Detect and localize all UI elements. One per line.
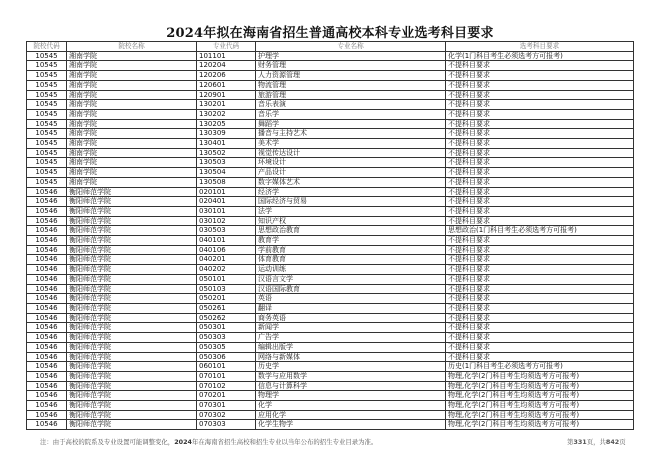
cell-school-name: 衡阳师范学院 — [67, 206, 197, 216]
cell-subject-requirement: 物理,化学(2门科目考生均须选考方可报考) — [446, 381, 634, 391]
cell-subject-requirement: 不提科目要求 — [446, 352, 634, 362]
cell-school-name: 湘南学院 — [67, 158, 197, 168]
cell-school-name: 湘南学院 — [67, 148, 197, 158]
cell-school-name: 衡阳师范学院 — [67, 303, 197, 313]
cell-major-name: 音乐学 — [256, 109, 446, 119]
table-row — [27, 284, 634, 294]
cell-school-name: 衡阳师范学院 — [67, 265, 197, 275]
cell-subject-requirement: 不提科目要求 — [446, 168, 634, 178]
table-row — [27, 187, 634, 197]
page-prefix: 第 — [567, 438, 574, 446]
cell-subject-requirement: 不提科目要求 — [446, 216, 634, 226]
cell-school-name: 衡阳师范学院 — [67, 342, 197, 352]
table-row — [27, 333, 634, 343]
cell-major-code: 020401 — [197, 197, 256, 207]
table-row — [27, 391, 634, 401]
cell-school-code: 10546 — [27, 255, 67, 265]
cell-school-code: 10545 — [27, 129, 67, 139]
table-row — [27, 148, 634, 158]
cell-school-code: 10545 — [27, 61, 67, 71]
cell-major-name: 学前教育 — [256, 245, 446, 255]
cell-major-code: 040202 — [197, 265, 256, 275]
cell-major-code: 050201 — [197, 294, 256, 304]
cell-school-code: 10545 — [27, 100, 67, 110]
cell-subject-requirement: 物理,化学(2门科目考生均须选考方可报考) — [446, 401, 634, 411]
cell-subject-requirement: 不提科目要求 — [446, 342, 634, 352]
cell-school-name: 衡阳师范学院 — [67, 352, 197, 362]
table-row — [27, 245, 634, 255]
cell-school-name: 湘南学院 — [67, 109, 197, 119]
cell-major-code: 120204 — [197, 61, 256, 71]
header-school-name: 院校名称 — [67, 42, 197, 52]
table-row — [27, 129, 634, 139]
cell-school-code: 10546 — [27, 313, 67, 323]
table-row — [27, 236, 634, 246]
cell-major-code: 130502 — [197, 148, 256, 158]
cell-major-code: 030101 — [197, 206, 256, 216]
cell-major-code: 120901 — [197, 90, 256, 100]
cell-subject-requirement: 不提科目要求 — [446, 236, 634, 246]
cell-school-code: 10546 — [27, 410, 67, 420]
cell-major-name: 经济学 — [256, 187, 446, 197]
cell-school-name: 湘南学院 — [67, 119, 197, 129]
cell-major-code: 130201 — [197, 100, 256, 110]
cell-school-name: 湘南学院 — [67, 90, 197, 100]
cell-school-name: 衡阳师范学院 — [67, 274, 197, 284]
cell-major-name: 旅游管理 — [256, 90, 446, 100]
cell-major-name: 商务英语 — [256, 313, 446, 323]
cell-school-code: 10546 — [27, 371, 67, 381]
cell-major-code: 120206 — [197, 71, 256, 81]
cell-school-name: 湘南学院 — [67, 168, 197, 178]
cell-major-code: 130401 — [197, 139, 256, 149]
cell-major-name: 新闻学 — [256, 323, 446, 333]
cell-school-name: 湘南学院 — [67, 80, 197, 90]
cell-major-name: 汉语国际教育 — [256, 284, 446, 294]
cell-school-code: 10546 — [27, 401, 67, 411]
header-major-name: 专业名称 — [256, 42, 446, 52]
cell-major-name: 物流管理 — [256, 80, 446, 90]
table-row — [27, 80, 634, 90]
table-row — [27, 420, 634, 430]
cell-major-code: 050305 — [197, 342, 256, 352]
cell-school-code: 10546 — [27, 294, 67, 304]
table-row — [27, 265, 634, 275]
cell-subject-requirement: 不提科目要求 — [446, 90, 634, 100]
cell-school-name: 衡阳师范学院 — [67, 197, 197, 207]
table-row — [27, 362, 634, 372]
cell-subject-requirement: 不提科目要求 — [446, 177, 634, 187]
cell-subject-requirement: 不提科目要求 — [446, 100, 634, 110]
cell-major-name: 产品设计 — [256, 168, 446, 178]
cell-subject-requirement: 不提科目要求 — [446, 148, 634, 158]
cell-subject-requirement: 不提科目要求 — [446, 71, 634, 81]
cell-school-name: 湘南学院 — [67, 129, 197, 139]
page-current: 331 — [573, 438, 587, 446]
cell-major-name: 英语 — [256, 294, 446, 304]
table-row — [27, 51, 634, 61]
cell-school-code: 10546 — [27, 226, 67, 236]
cell-subject-requirement: 不提科目要求 — [446, 206, 634, 216]
cell-subject-requirement: 不提科目要求 — [446, 61, 634, 71]
cell-major-name: 舞蹈学 — [256, 119, 446, 129]
cell-major-code: 040201 — [197, 255, 256, 265]
cell-subject-requirement: 历史(1门科目考生必须选考方可报考) — [446, 362, 634, 372]
cell-school-name: 湘南学院 — [67, 139, 197, 149]
cell-subject-requirement: 不提科目要求 — [446, 80, 634, 90]
table-row — [27, 168, 634, 178]
cell-major-name: 音乐表演 — [256, 100, 446, 110]
cell-school-code: 10545 — [27, 90, 67, 100]
cell-school-code: 10545 — [27, 71, 67, 81]
cell-school-code: 10546 — [27, 381, 67, 391]
cell-major-name: 人力资源管理 — [256, 71, 446, 81]
cell-subject-requirement: 不提科目要求 — [446, 119, 634, 129]
table-row — [27, 381, 634, 391]
cell-school-code: 10546 — [27, 352, 67, 362]
cell-subject-requirement: 不提科目要求 — [446, 265, 634, 275]
cell-major-code: 040101 — [197, 236, 256, 246]
cell-major-name: 视觉传达设计 — [256, 148, 446, 158]
cell-major-code: 130309 — [197, 129, 256, 139]
cell-school-code: 10545 — [27, 51, 67, 61]
cell-school-code: 10546 — [27, 333, 67, 343]
cell-subject-requirement: 不提科目要求 — [446, 139, 634, 149]
table-row — [27, 216, 634, 226]
footnote-prefix: 注：由于高校的院系及专业设置可能调整变化， — [40, 438, 175, 446]
cell-major-code: 030102 — [197, 216, 256, 226]
page-mid: 页，共 — [586, 438, 606, 446]
cell-major-name: 历史学 — [256, 362, 446, 372]
cell-major-name: 广告学 — [256, 333, 446, 343]
cell-major-name: 美术学 — [256, 139, 446, 149]
cell-school-name: 衡阳师范学院 — [67, 323, 197, 333]
table-row — [27, 206, 634, 216]
cell-school-name: 衡阳师范学院 — [67, 313, 197, 323]
cell-school-code: 10546 — [27, 420, 67, 430]
cell-school-code: 10546 — [27, 274, 67, 284]
cell-school-name: 衡阳师范学院 — [67, 420, 197, 430]
cell-subject-requirement: 不提科目要求 — [446, 158, 634, 168]
cell-major-code: 050103 — [197, 284, 256, 294]
cell-major-name: 编辑出版学 — [256, 342, 446, 352]
cell-major-code: 020101 — [197, 187, 256, 197]
cell-school-name: 衡阳师范学院 — [67, 362, 197, 372]
cell-school-code: 10546 — [27, 391, 67, 401]
cell-school-name: 衡阳师范学院 — [67, 245, 197, 255]
cell-major-code: 070201 — [197, 391, 256, 401]
cell-school-code: 10545 — [27, 139, 67, 149]
cell-school-code: 10546 — [27, 216, 67, 226]
header-subject-requirement: 选考科目要求 — [446, 42, 634, 52]
cell-school-code: 10546 — [27, 323, 67, 333]
cell-subject-requirement: 物理,化学(2门科目考生均须选考方可报考) — [446, 410, 634, 420]
cell-major-code: 050262 — [197, 313, 256, 323]
table-row — [27, 342, 634, 352]
table-row — [27, 197, 634, 207]
cell-major-name: 护理学 — [256, 51, 446, 61]
cell-school-name: 衡阳师范学院 — [67, 381, 197, 391]
cell-subject-requirement: 物理,化学(2门科目考生均须选考方可报考) — [446, 391, 634, 401]
cell-major-code: 070302 — [197, 410, 256, 420]
cell-subject-requirement: 不提科目要求 — [446, 187, 634, 197]
cell-subject-requirement: 不提科目要求 — [446, 129, 634, 139]
cell-major-name: 应用化学 — [256, 410, 446, 420]
cell-major-name: 思想政治教育 — [256, 226, 446, 236]
cell-major-code: 130202 — [197, 109, 256, 119]
cell-school-name: 衡阳师范学院 — [67, 371, 197, 381]
cell-school-name: 湘南学院 — [67, 177, 197, 187]
table-row — [27, 352, 634, 362]
cell-subject-requirement: 化学(1门科目考生必须选考方可报考) — [446, 51, 634, 61]
cell-school-name: 衡阳师范学院 — [67, 391, 197, 401]
cell-subject-requirement: 不提科目要求 — [446, 245, 634, 255]
cell-school-name: 湘南学院 — [67, 71, 197, 81]
cell-major-code: 050306 — [197, 352, 256, 362]
cell-major-code: 050101 — [197, 274, 256, 284]
cell-major-code: 101101 — [197, 51, 256, 61]
cell-major-name: 网络与新媒体 — [256, 352, 446, 362]
cell-subject-requirement: 不提科目要求 — [446, 313, 634, 323]
cell-major-code: 070301 — [197, 401, 256, 411]
table-row — [27, 226, 634, 236]
cell-school-code: 10546 — [27, 303, 67, 313]
cell-school-name: 衡阳师范学院 — [67, 294, 197, 304]
cell-major-name: 运动训练 — [256, 265, 446, 275]
table-row — [27, 313, 634, 323]
cell-major-code: 060101 — [197, 362, 256, 372]
cell-major-code: 050301 — [197, 323, 256, 333]
cell-major-code: 130503 — [197, 158, 256, 168]
cell-major-name: 化学 — [256, 401, 446, 411]
cell-school-code: 10545 — [27, 119, 67, 129]
table-body — [27, 51, 634, 429]
cell-school-name: 衡阳师范学院 — [67, 236, 197, 246]
table-row — [27, 100, 634, 110]
page-suffix: 页 — [619, 438, 626, 446]
cell-school-code: 10545 — [27, 158, 67, 168]
cell-major-code: 130205 — [197, 119, 256, 129]
cell-subject-requirement: 不提科目要求 — [446, 109, 634, 119]
cell-major-code: 030503 — [197, 226, 256, 236]
cell-major-name: 体育教育 — [256, 255, 446, 265]
cell-major-name: 环境设计 — [256, 158, 446, 168]
cell-school-name: 衡阳师范学院 — [67, 216, 197, 226]
cell-subject-requirement: 不提科目要求 — [446, 274, 634, 284]
table-row — [27, 371, 634, 381]
cell-school-name: 湘南学院 — [67, 100, 197, 110]
cell-subject-requirement: 不提科目要求 — [446, 197, 634, 207]
header-school-code: 院校代码 — [27, 42, 67, 52]
cell-major-code: 070303 — [197, 420, 256, 430]
document-title: 2024年拟在海南省招生普通高校本科专业选考科目要求 — [166, 26, 494, 41]
cell-subject-requirement: 不提科目要求 — [446, 255, 634, 265]
page-indicator — [567, 437, 626, 446]
cell-subject-requirement: 不提科目要求 — [446, 323, 634, 333]
cell-school-name: 湘南学院 — [67, 61, 197, 71]
table-row — [27, 323, 634, 333]
cell-school-code: 10546 — [27, 342, 67, 352]
cell-school-code: 10545 — [27, 109, 67, 119]
cell-school-code: 10546 — [27, 265, 67, 275]
table-row — [27, 90, 634, 100]
cell-school-name: 衡阳师范学院 — [67, 333, 197, 343]
table-row — [27, 139, 634, 149]
table-row — [27, 109, 634, 119]
footnote-year: 2024 — [174, 438, 192, 446]
cell-school-code: 10545 — [27, 148, 67, 158]
cell-major-code: 130508 — [197, 177, 256, 187]
cell-subject-requirement: 物理,化学(2门科目考生均须选考方可报考) — [446, 420, 634, 430]
table-row — [27, 303, 634, 313]
table-row — [27, 274, 634, 284]
cell-subject-requirement: 物理,化学(2门科目考生均须选考方可报考) — [446, 371, 634, 381]
cell-major-name: 财务管理 — [256, 61, 446, 71]
table-row — [27, 294, 634, 304]
table-row — [27, 61, 634, 71]
cell-subject-requirement: 不提科目要求 — [446, 294, 634, 304]
cell-subject-requirement: 不提科目要求 — [446, 284, 634, 294]
cell-school-code: 10546 — [27, 362, 67, 372]
cell-school-code: 10545 — [27, 80, 67, 90]
cell-major-code: 050303 — [197, 333, 256, 343]
cell-major-name: 化学生物学 — [256, 420, 446, 430]
cell-school-code: 10545 — [27, 177, 67, 187]
cell-school-code: 10546 — [27, 206, 67, 216]
cell-major-name: 法学 — [256, 206, 446, 216]
table-header-row — [27, 42, 634, 52]
cell-school-name: 衡阳师范学院 — [67, 410, 197, 420]
footnote-suffix: 年在海南省招生高校和招生专业以当年公布的招生专业目录为准。 — [192, 438, 378, 446]
cell-major-name: 国际经济与贸易 — [256, 197, 446, 207]
cell-subject-requirement: 不提科目要求 — [446, 303, 634, 313]
cell-school-code: 10546 — [27, 236, 67, 246]
table-row — [27, 177, 634, 187]
cell-major-code: 130504 — [197, 168, 256, 178]
table-row — [27, 401, 634, 411]
cell-major-name: 信息与计算科学 — [256, 381, 446, 391]
cell-major-code: 070102 — [197, 381, 256, 391]
cell-major-name: 翻译 — [256, 303, 446, 313]
cell-major-name: 教育学 — [256, 236, 446, 246]
cell-major-code: 050261 — [197, 303, 256, 313]
table-row — [27, 255, 634, 265]
cell-school-name: 衡阳师范学院 — [67, 226, 197, 236]
cell-major-name: 播音与主持艺术 — [256, 129, 446, 139]
cell-school-code: 10545 — [27, 168, 67, 178]
table-row — [27, 410, 634, 420]
footnote — [40, 437, 377, 446]
cell-subject-requirement: 不提科目要求 — [446, 333, 634, 343]
cell-major-code: 040106 — [197, 245, 256, 255]
cell-major-name: 数字媒体艺术 — [256, 177, 446, 187]
subject-requirements-table — [26, 41, 634, 430]
table-row — [27, 119, 634, 129]
table-row — [27, 158, 634, 168]
table-row — [27, 71, 634, 81]
cell-school-code: 10546 — [27, 187, 67, 197]
cell-major-name: 汉语言文学 — [256, 274, 446, 284]
cell-subject-requirement: 思想政治(1门科目考生必须选考方可报考) — [446, 226, 634, 236]
cell-major-name: 物理学 — [256, 391, 446, 401]
cell-school-name: 衡阳师范学院 — [67, 401, 197, 411]
cell-school-code: 10546 — [27, 245, 67, 255]
cell-school-name: 衡阳师范学院 — [67, 284, 197, 294]
cell-school-name: 衡阳师范学院 — [67, 255, 197, 265]
cell-school-name: 湘南学院 — [67, 51, 197, 61]
cell-major-name: 数学与应用数学 — [256, 371, 446, 381]
cell-major-code: 120601 — [197, 80, 256, 90]
cell-major-name: 知识产权 — [256, 216, 446, 226]
cell-school-name: 衡阳师范学院 — [67, 187, 197, 197]
cell-school-code: 10546 — [27, 284, 67, 294]
cell-major-code: 070101 — [197, 371, 256, 381]
page-total: 842 — [605, 438, 620, 446]
header-major-code: 专业代码 — [197, 42, 256, 52]
cell-school-code: 10546 — [27, 197, 67, 207]
